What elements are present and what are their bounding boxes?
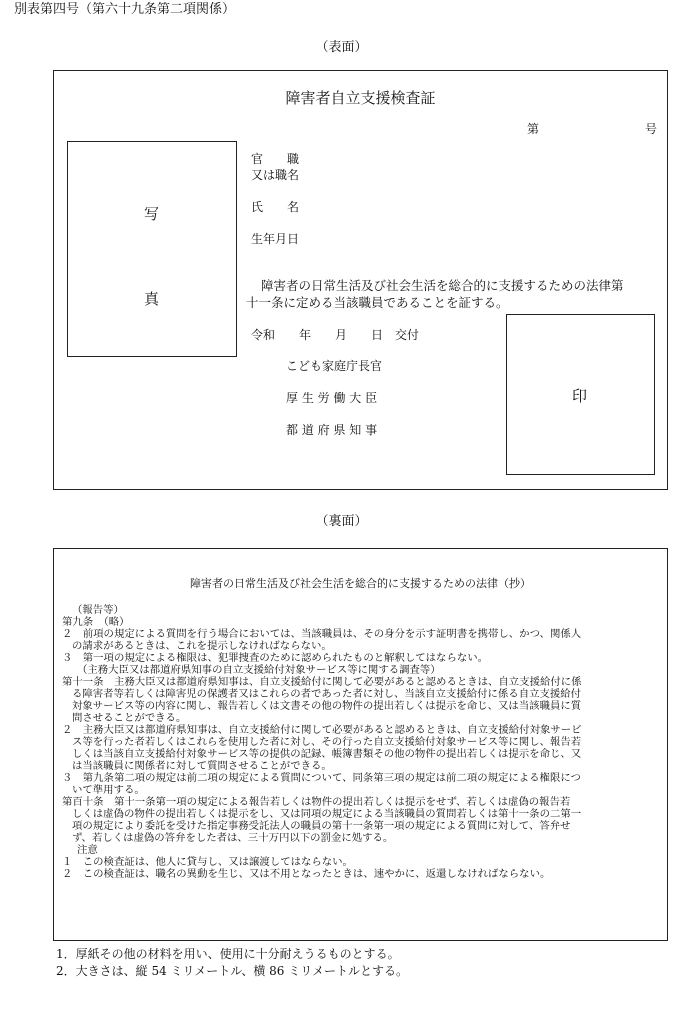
law-line: 対象サービス等の内容に関し、報告若しくは文書その他の物件の提出若しくは提示を命じ、又は当該職員に質 (72, 700, 582, 712)
law-excerpt (62, 604, 660, 880)
law-line: ２ 主務大臣又は都道府県知事は、自立支援給付に関して必要があると認めるときは、自立支援給付対象サービ (62, 724, 582, 736)
photo-box (67, 141, 237, 357)
law-line: の請求があるときは、これを提示しなければならない。 (72, 640, 332, 652)
footnote-2: 2．大きさは、縦 54 ミリメートル、横 86 ミリメートルとする。 (56, 964, 408, 978)
law-line: ３ 第九条第二項の規定は前二項の規定による質問について、同条第三項の規定は前二項の規定による権限につ (62, 772, 581, 784)
law-line: しくは虚偽の物件の提出若しくは提示をし、又は同項の規定による当該職員の質問若しくは第十一条の二第一 (72, 808, 582, 820)
footnote-1: 1．厚紙その他の材料を用い、使用に十分耐えうるものとする。 (56, 947, 400, 961)
page-header: 別表第四号（第六十九条第二項関係） (14, 2, 236, 17)
law-line: ス等を行った者若しくはこれらを使用した者に対し、その行った自立支援給付対象サービス等に関し、報告若 (72, 736, 582, 748)
law-line: る障害者等若しくは障害児の保護者又はこれらの者であった者に対し、当該自立支援給付に係る自立支援給付 (72, 688, 582, 700)
law-line: ２ 前項の規定による質問を行う場合においては、当該職員は、その身分を示す証明書を携帯し、かつ、関係人 (62, 628, 582, 640)
number-suffix: 号 (645, 122, 658, 136)
issuer-3: 都 道 府 県 知 事 (286, 423, 378, 437)
law-line: 問させることができる。 (72, 712, 187, 724)
back-side-label: （裏面） (315, 514, 368, 529)
issuer-1: こども家庭庁長官 (286, 359, 383, 373)
field-name-label: 氏 名 (251, 200, 300, 214)
law-line: は当該職員に関係者に対して質問させることができる。 (72, 760, 332, 772)
photo-label-bottom: 真 (144, 290, 160, 308)
law-line: （主務大臣又は都道府県知事の自立支援給付対象サービス等に関する調査等） (77, 664, 441, 676)
law-line: 第百十条 第十一条第一項の規定による報告若しくは物件の提出若しくは提示をせず、若しくは虚偽の報告若 (62, 796, 571, 808)
issue-date: 令和 年 月 日 交付 (251, 328, 420, 342)
law-line: ３ 第一項の規定による権限は、犯罪捜査のために認められたものと解釈してはならない。 (62, 652, 489, 664)
law-line: ２ この検査証は、職名の異動を生じ、又は不用となったときは、速やかに、返還しなければならない。 (62, 868, 551, 880)
photo-label-top: 写 (144, 205, 160, 223)
field-title-label-2: 又は職名 (251, 168, 300, 182)
field-title-label-1: 官 職 (251, 152, 300, 166)
law-line: １ この検査証は、他人に貸与し、又は譲渡してはならない。 (62, 856, 353, 868)
law-line: 項の規定により委託を受けた指定事務受託法人の職員の第十一条第一項の規定による質問に対して、答弁せ (72, 820, 571, 832)
law-line: ず、若しくは虚偽の答弁をした者は、三十万円以下の罰金に処する。 (72, 832, 394, 844)
law-line: しくは当該自立支援給付対象サービス等の提供の記録、帳簿書類その他の物件の提出若しくは提示を命じ、又 (72, 748, 582, 760)
certification-line-2: 十一条に定める当該職員であることを証する。 (246, 295, 509, 310)
law-line: 注意 (77, 844, 98, 856)
field-birthdate-label: 生年月日 (251, 232, 300, 246)
law-line: いて準用する。 (72, 784, 145, 796)
law-line: 第十一条 主務大臣又は都道府県知事は、自立支援給付に関して必要があると認めるときは、自立支援給付に係 (62, 676, 582, 688)
number-prefix: 第 (527, 122, 540, 136)
issuer-2: 厚 生 労 働 大 臣 (286, 391, 378, 405)
law-line: （報告等） (72, 604, 124, 616)
law-title: 障害者の日常生活及び社会生活を総合的に支援するための法律（抄） (190, 577, 531, 590)
law-line: 第九条 （略） (62, 616, 130, 628)
certification-line-1: 障害者の日常生活及び社会生活を総合的に支援するための法律第 (261, 278, 624, 293)
certificate-title: 障害者自立支援検査証 (285, 89, 436, 107)
front-side-label: （表面） (315, 40, 368, 55)
seal-label: 印 (572, 387, 588, 405)
